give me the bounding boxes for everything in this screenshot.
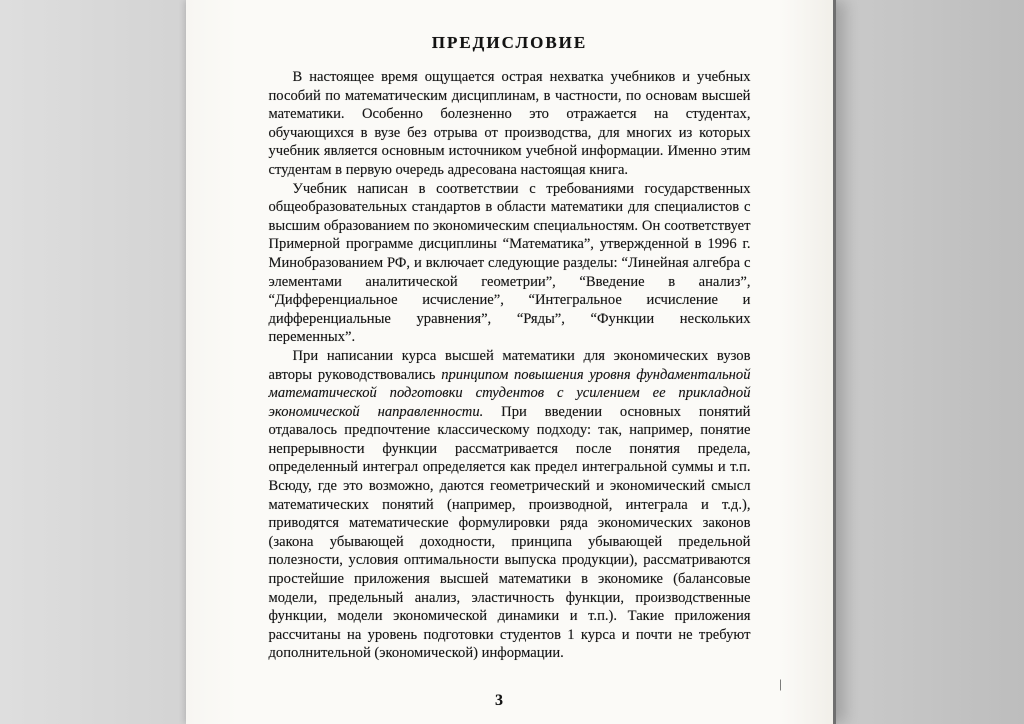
page-number: 3	[495, 692, 503, 709]
paragraph-3-start: При написании курса высшей математики для экономических вузов авторы руководствовались	[268, 347, 751, 383]
paragraph-2: Учебник написан в соответствии с требованиями государственных общеобразовательных стандартов в области математики для специалистов с высшим образованием по экономическим специальностям. Он соответствует Примерной программе дисциплины “Математика”, утвержденной в 1996 г. Минобразованием РФ, и включает следующие разделы: “Линейная алгебра с элементами аналитической геометрии”, “Введение в анализ”, “Дифференциальное исчисление”, “Интегральное исчисление и дифференциальные уравнения”, “Ряды”, “Функции нескольких переменных”.	[268, 180, 751, 346]
text-block	[269, 68, 751, 663]
book-page	[186, 0, 836, 724]
page-title: ПРЕДИСЛОВИЕ	[431, 33, 588, 52]
paragraph-3	[269, 347, 751, 663]
paragraph-3-italic: принципом повышения уровня фундаментальной математической подготовки студентов с усилением ее прикладной экономической направленности.	[268, 366, 751, 420]
paragraph-3-end: При введении основных понятий отдавалось предпочтение классическому подходу: так, например, понятие непрерывности функции рассматривается после понятия предела, определенный интеграл определяется как предел интегральной суммы и т.п. Всюду, где это возможно, даются геометрический и экономический смысл математических понятий (например, производной, интеграла и т.д.), приводятся математические формулировки ряда экономических законов (закона убывающей доходности, принципа убывающей предельной полезности, условия оптимальности выпуска продукции), рассматриваются простейшие приложения высшей математики в экономике (балансовые модели, предельный анализ, эластичность функции, производственные функции, модели экономической динамики и т.п.). Такие приложения рассчитаны на уровень подготовки студентов 1 курса и почти не требуют дополнительной (экономической) информации.	[268, 403, 751, 662]
paragraph-1: В настоящее время ощущается острая нехватка учебников и учебных пособий по математическим дисциплинам, в частности, по основам высшей математики. Особенно болезненно это отражается на студентах, обучающихся в вузе без отрыва от производства, для многих из которых учебник является основным источником учебной информации. Именно этим студентам в первую очередь адресована настоящая книга.	[268, 69, 751, 178]
scan-artifact-mark: |	[779, 676, 782, 691]
